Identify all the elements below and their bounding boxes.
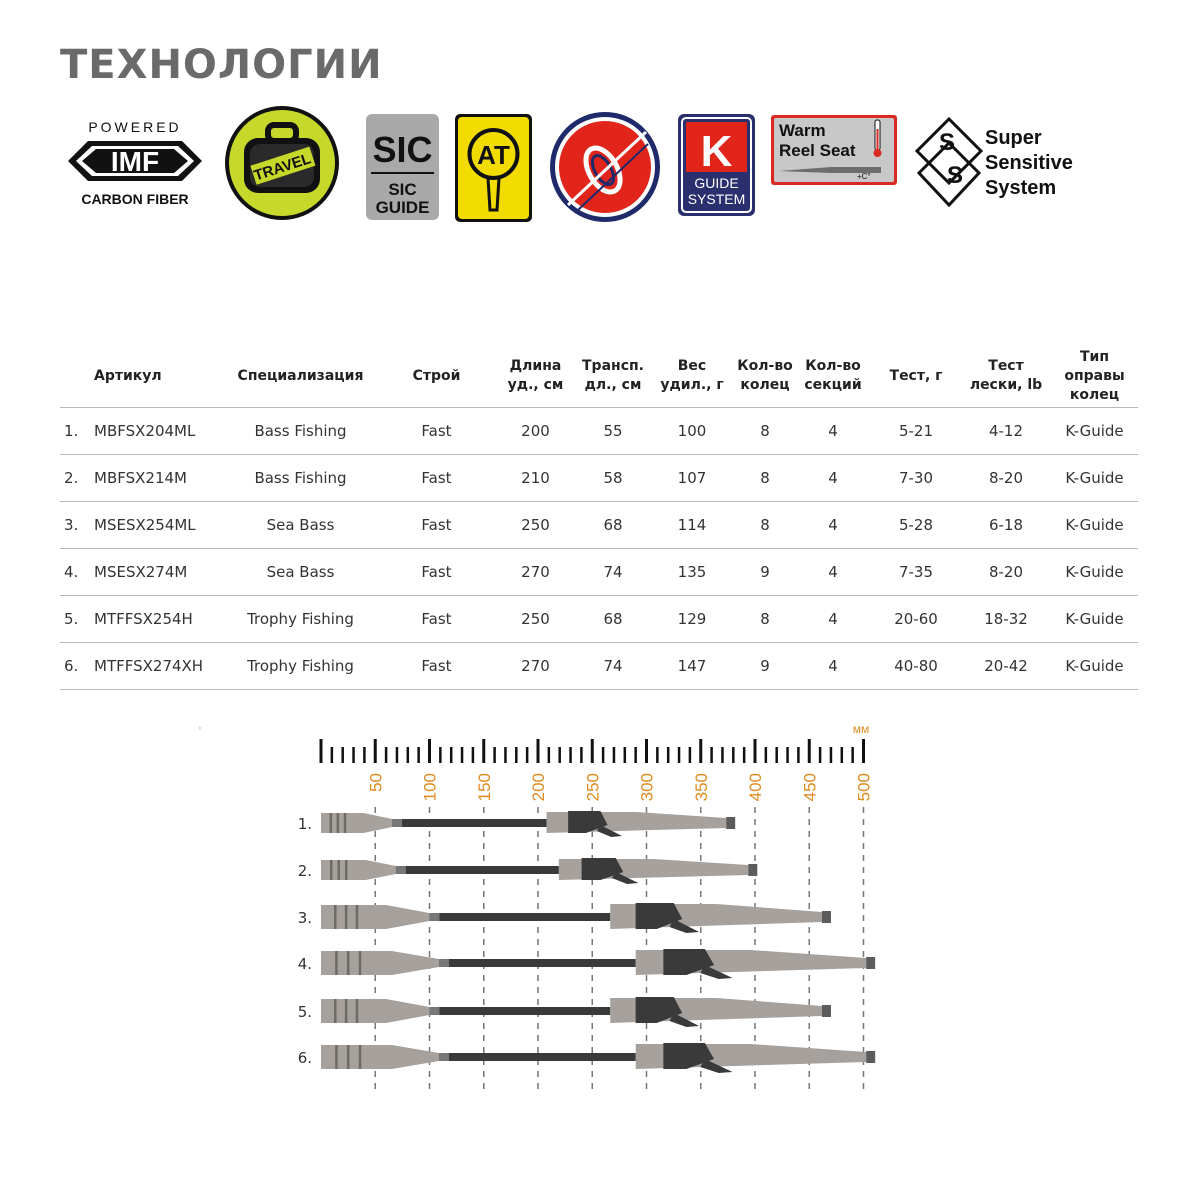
col-line-header: Тест лески, lb	[961, 345, 1051, 408]
rod	[298, 949, 875, 979]
cell-test: 7-30	[871, 455, 961, 502]
sic-guide-text: GUIDE	[375, 198, 430, 217]
cell-sections: 4	[795, 549, 871, 596]
cell-guides: K-Guide	[1051, 643, 1138, 690]
cell-length: 210	[494, 455, 577, 502]
cell-test: 5-21	[871, 408, 961, 455]
cell-guides: K-Guide	[1051, 596, 1138, 643]
cell-transport: 68	[577, 596, 649, 643]
col-specialization-header: Специализация	[222, 345, 379, 408]
col-test-header: Тест, г	[871, 345, 961, 408]
rod-label: 6.	[297, 1049, 312, 1067]
warm-reel-seat-logo	[771, 115, 897, 185]
rod-label: 3.	[297, 909, 312, 927]
svg-text:': '	[199, 726, 201, 737]
warm-text: Warm	[779, 121, 826, 140]
imf-center-text: IMF	[110, 146, 160, 177]
cell-num: 4.	[60, 549, 94, 596]
sic-big-text: SIC	[372, 129, 433, 170]
cell-line: 18-32	[961, 596, 1051, 643]
cell-num: 2.	[60, 455, 94, 502]
cell-action: Fast	[379, 643, 494, 690]
col-guides-header: Тип оправы колец	[1051, 345, 1138, 408]
cell-action: Fast	[379, 502, 494, 549]
imf-bottom-text: CARBON FIBER	[81, 191, 189, 207]
col-article-header: Артикул	[94, 345, 222, 408]
at-text: AT	[477, 140, 510, 170]
cell-sections: 4	[795, 408, 871, 455]
ruler-label: 400	[746, 773, 765, 802]
sss-line1: Super	[985, 127, 1042, 149]
col-length-header: Длина уд., см	[494, 345, 577, 408]
cell-sections: 4	[795, 502, 871, 549]
cell-line: 8-20	[961, 549, 1051, 596]
cell-rings: 8	[735, 502, 795, 549]
cell-spec: Bass Fishing	[222, 408, 379, 455]
reel-seat-text: Reel Seat	[779, 141, 856, 160]
k-system-text: SYSTEM	[687, 191, 746, 207]
cell-spec: Trophy Fishing	[222, 643, 379, 690]
ruler-label: 350	[691, 773, 711, 802]
rod	[298, 997, 831, 1027]
k-guide-system-logo	[678, 114, 755, 216]
fuji-guide-logo	[548, 110, 663, 225]
sic-small-text: SIC	[388, 180, 417, 199]
ruler-label: 50	[366, 773, 386, 792]
rod-length-diagram	[0, 715, 1200, 1115]
ruler-label: 150	[474, 773, 494, 802]
ruler-label: 100	[420, 773, 440, 802]
ruler-unit-label: мм	[852, 722, 870, 736]
imf-top-text: POWERED	[88, 119, 182, 135]
cell-transport: 74	[577, 643, 649, 690]
table-header-row	[60, 345, 1138, 408]
rod-spec-table	[60, 345, 1138, 690]
warm-temp-text: +C°	[857, 172, 871, 181]
cell-guides: K-Guide	[1051, 408, 1138, 455]
ruler-label: 450	[800, 773, 820, 802]
cell-weight: 114	[649, 502, 735, 549]
imf-carbon-fiber-logo	[60, 115, 210, 210]
cell-transport: 55	[577, 408, 649, 455]
rod	[298, 811, 736, 837]
cell-length: 270	[494, 549, 577, 596]
cell-rings: 9	[735, 549, 795, 596]
cell-sections: 4	[795, 643, 871, 690]
col-weight-header: Вес удил., г	[649, 345, 735, 408]
cell-weight: 135	[649, 549, 735, 596]
table-row	[60, 408, 1138, 455]
cell-transport: 74	[577, 549, 649, 596]
cell-length: 270	[494, 643, 577, 690]
cell-art: MSESX254ML	[94, 502, 222, 549]
cell-line: 4-12	[961, 408, 1051, 455]
cell-spec: Sea Bass	[222, 549, 379, 596]
cell-action: Fast	[379, 408, 494, 455]
sss-line3: System	[985, 177, 1057, 199]
cell-sections: 4	[795, 596, 871, 643]
cell-art: MSESX274M	[94, 549, 222, 596]
cell-spec: Sea Bass	[222, 502, 379, 549]
cell-test: 5-28	[871, 502, 961, 549]
rod-label: 2.	[297, 862, 312, 880]
sss-line2: Sensitive	[985, 152, 1073, 174]
cell-rings: 8	[735, 596, 795, 643]
cell-test: 20-60	[871, 596, 961, 643]
svg-text:S: S	[939, 129, 956, 156]
col-num-header	[60, 345, 94, 408]
cell-rings: 8	[735, 455, 795, 502]
super-sensitive-system-logo	[915, 117, 1085, 212]
k-letter: K	[700, 127, 733, 176]
ruler	[321, 739, 874, 801]
table-row	[60, 643, 1138, 690]
cell-rings: 8	[735, 408, 795, 455]
cell-line: 6-18	[961, 502, 1051, 549]
cell-num: 1.	[60, 408, 94, 455]
cell-sections: 4	[795, 455, 871, 502]
col-sections-header: Кол-во секций	[795, 345, 871, 408]
rod-label: 1.	[297, 815, 312, 833]
sic-guide-logo	[366, 114, 439, 220]
svg-text:S: S	[947, 162, 964, 189]
cell-num: 3.	[60, 502, 94, 549]
cell-art: MBFSX214M	[94, 455, 222, 502]
col-rings-header: Кол-во колец	[735, 345, 795, 408]
rod-label: 4.	[297, 955, 312, 973]
ruler-label: 300	[637, 773, 657, 802]
col-action-header: Строй	[379, 345, 494, 408]
cell-action: Fast	[379, 455, 494, 502]
table-row	[60, 502, 1138, 549]
table-row	[60, 455, 1138, 502]
travel-text: TRAVEL	[251, 150, 314, 185]
travel-logo	[222, 103, 342, 223]
cell-art: MTFFSX274XH	[94, 643, 222, 690]
cell-action: Fast	[379, 596, 494, 643]
cell-weight: 129	[649, 596, 735, 643]
cell-art: MBFSX204ML	[94, 408, 222, 455]
col-transport-header: Трансп. дл., см	[577, 345, 649, 408]
cell-spec: Bass Fishing	[222, 455, 379, 502]
rod	[298, 1043, 875, 1073]
page-title: ТЕХНОЛОГИИ	[60, 42, 383, 88]
rod-label: 5.	[297, 1003, 312, 1021]
rod	[298, 903, 831, 933]
cell-transport: 68	[577, 502, 649, 549]
cell-num: 6.	[60, 643, 94, 690]
table-row	[60, 596, 1138, 643]
ruler-label: 500	[854, 773, 874, 802]
k-guide-text: GUIDE	[694, 175, 739, 191]
rods-group	[298, 811, 875, 1073]
ruler-label: 200	[529, 773, 548, 802]
cell-spec: Trophy Fishing	[222, 596, 379, 643]
cell-rings: 9	[735, 643, 795, 690]
rod	[298, 858, 758, 884]
ruler-label: 250	[583, 773, 603, 802]
table-row	[60, 549, 1138, 596]
cell-weight: 147	[649, 643, 735, 690]
cell-weight: 100	[649, 408, 735, 455]
at-logo	[455, 114, 532, 222]
cell-transport: 58	[577, 455, 649, 502]
cell-length: 250	[494, 596, 577, 643]
cell-test: 40-80	[871, 643, 961, 690]
cell-action: Fast	[379, 549, 494, 596]
cell-line: 8-20	[961, 455, 1051, 502]
cell-line: 20-42	[961, 643, 1051, 690]
cell-guides: K-Guide	[1051, 455, 1138, 502]
cell-length: 250	[494, 502, 577, 549]
cell-guides: K-Guide	[1051, 549, 1138, 596]
cell-length: 200	[494, 408, 577, 455]
cell-test: 7-35	[871, 549, 961, 596]
cell-art: MTFFSX254H	[94, 596, 222, 643]
cell-num: 5.	[60, 596, 94, 643]
cell-weight: 107	[649, 455, 735, 502]
cell-guides: K-Guide	[1051, 502, 1138, 549]
